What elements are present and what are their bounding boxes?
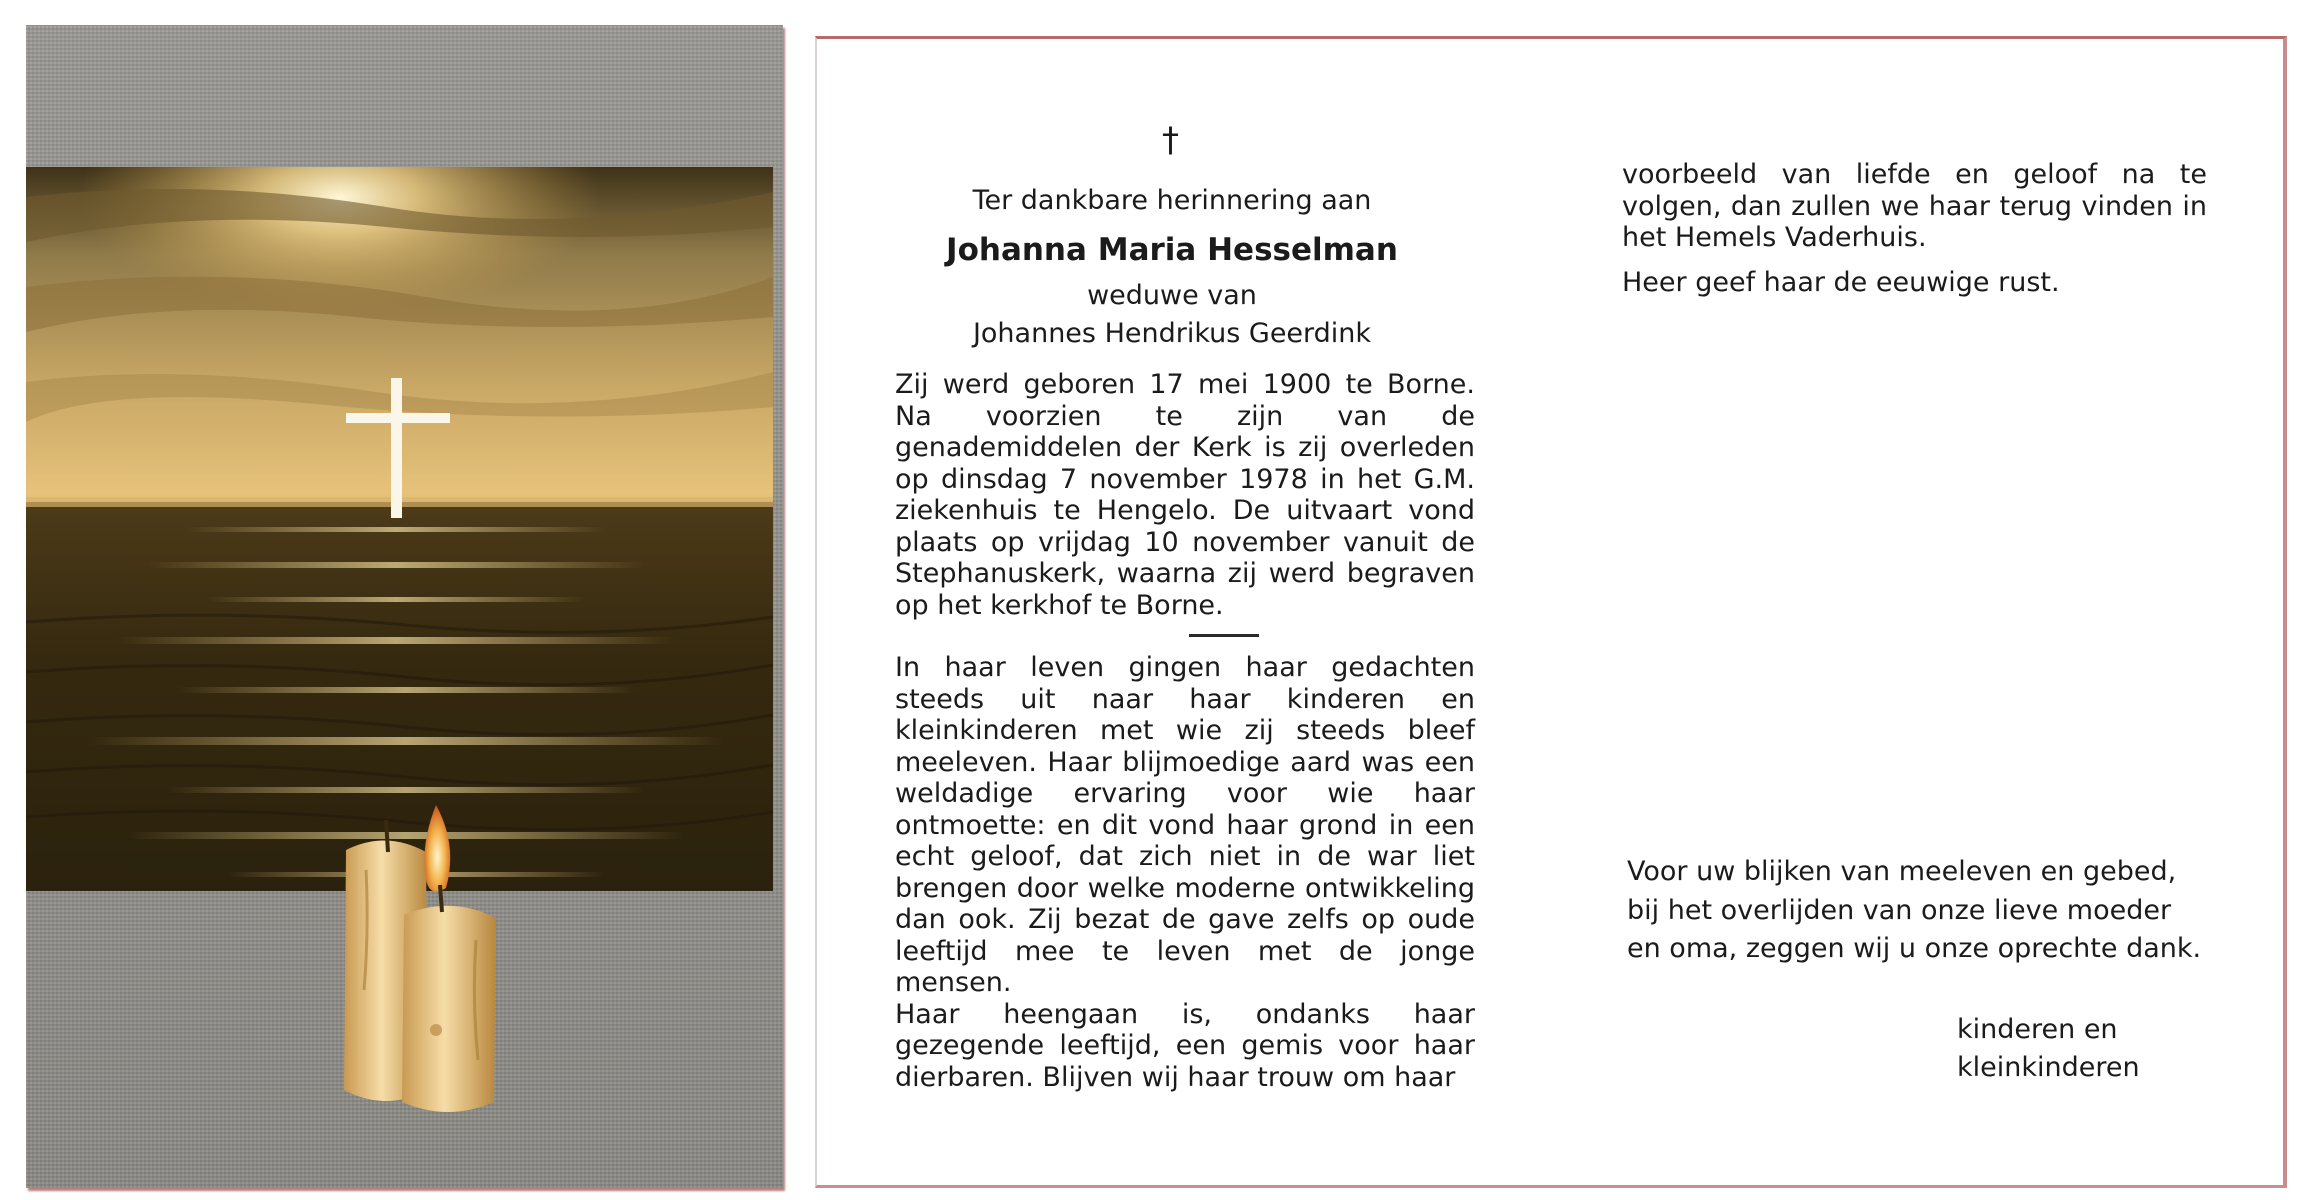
signature-line: kinderen en [1957,1014,2118,1045]
sunset-sea-photo [26,167,773,891]
white-cross-icon [346,378,450,518]
section-divider [1189,634,1259,637]
cross-icon: † [1162,120,1179,160]
dedication-intro: Ter dankbare herinnering aan [972,185,1372,216]
memory-continued-paragraph: voorbeeld van liefde en geloof na te volgen, dan zullen we haar terug vinden in het Hemels Vaderhuis. [1622,159,2207,253]
signature [1957,1011,2207,1087]
biography-paragraph: Zij werd geboren 17 mei 1900 te Borne. Na voorzien te zijn van de genademiddelen der Kerk is zij overleden op dinsdag 7 november 1978 in het G.M. ziekenhuis te Hengelo. De uitvaart vond plaats op vrijdag 10 november vanuit de Stephanuskerk, waarna zij werd begraven op het kerkhof te Borne. [895,369,1475,621]
memorial-picture-card [26,25,783,1188]
widow-of-label: weduwe van [1087,280,1257,311]
deceased-name: Johanna Maria Hesselman [946,232,1398,268]
thanks-paragraph: Voor uw blijken van meeleven en gebed, bij het overlijden van onze lieve moeder en oma, zeggen wij u onze oprechte dank. [1627,856,2202,964]
memory-text-loss: Haar heengaan is, ondanks haar gezegende leeftijd, een gemis voor haar dierbaren. Blijven wij haar trouw om haar [895,998,1475,1093]
memorial-text-card [815,36,2287,1188]
memory-paragraph [895,652,1475,1093]
memory-text: In haar leven gingen haar gedachten steeds uit naar haar kinderen en kleinkinderen met wie zij steeds bleef meeleven. Haar blijmoedige aard was een weldadige ervaring voor wie haar ontmoette: en dit vond haar grond in een echt geloof, dat zich niet in de war liet brengen door welke moderne ontwikkeling dan ook. Zij bezat de gave zelfs op oude leeftijd mee te leven met de jonge mensen. [895,652,1475,998]
prayer-line: Heer geef haar de eeuwige rust. [1622,267,2060,298]
signature-line: kleinkinderen [1957,1052,2140,1083]
two-candles-icon [336,790,511,1120]
husband-name: Johannes Hendrikus Geerdink [972,318,1372,349]
